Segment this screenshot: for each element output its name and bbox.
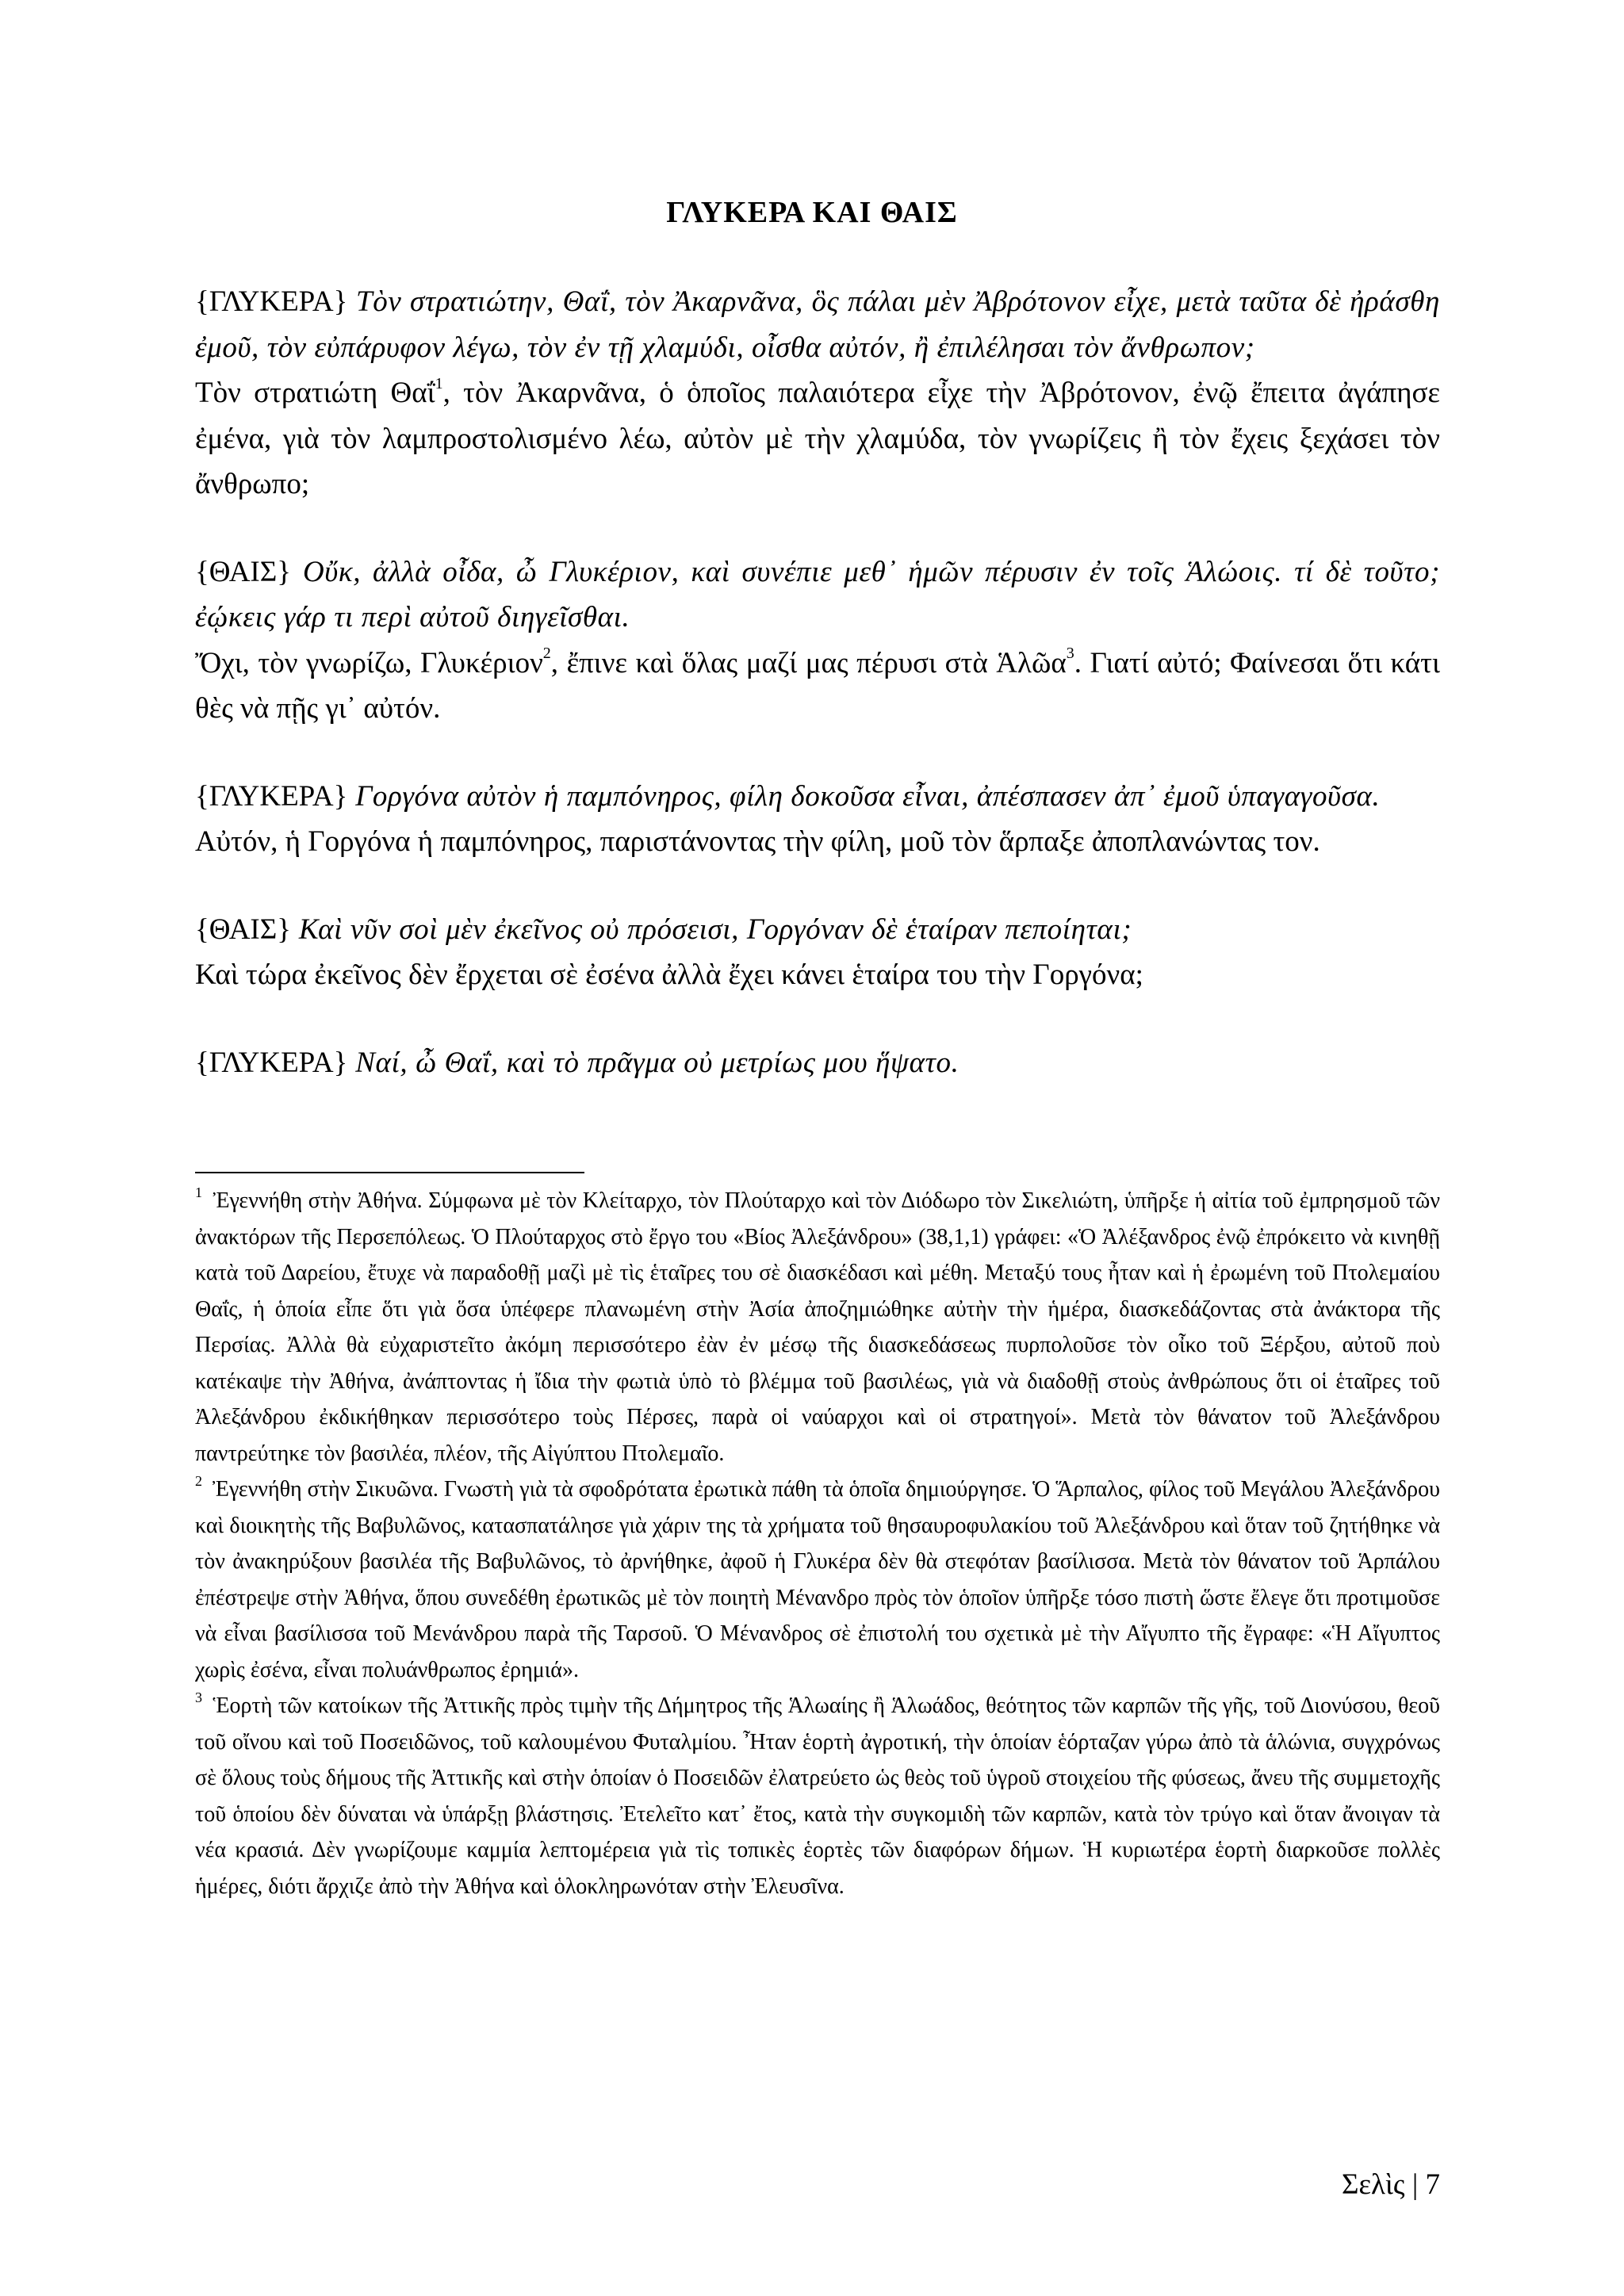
footnote-text: Ἐγεννήθη στὴν Σικυῶνα. Γνωστὴ γιὰ τὰ σφοδρότατα ἐρωτικὰ πάθη τὰ ὁποῖα δημιούργησε. Ὁ Ἅρπαλος, φίλος τοῦ Μεγάλου Ἀλεξάνδρου καὶ διοικητὴς τῆς Βαβυλῶνος, κατασπατάλησε γιὰ χάριν της τὰ χρήματα τοῦ θησαυροφυλακίου τοῦ Ἀλεξάνδρου καὶ ὅταν τοῦ ζητήθηκε νὰ τὸν ἀνακηρύξουν βασιλέα τῆς Βαβυλῶνος, τὸ ἀρνήθηκε, ἀφοῦ ἡ Γλυκέρα δὲν θὰ στεφόταν βασίλισσα. Μετὰ τὸν θάνατον τοῦ Ἁρπάλου ἐπέστρεψε στὴν Ἀθήνα, ὅπου συνεδέθη ἐρωτικῶς μὲ τὸν ποιητὴ Μένανδρο πρὸς τὸν ὁποῖον ὑπῆρξε τόσο πιστὴ ὥστε ἔλεγε ὅτι προτιμοῦσε νὰ εἶναι βασίλισσα τοῦ Μενάνδρου παρὰ τῆς Ταρσοῦ. Ὁ Μένανδρος σὲ ἐπιστολή του σχετικὰ μὲ τὴν Αἴγυπτο τῆς ἔγραφε: «Ἡ Αἴγυπτος χωρὶς ἐσένα, εἶναι πολυάνθρωπος ἐρημιά».: [195, 1477, 1440, 1682]
footnote-number: 3: [195, 1689, 202, 1705]
dialogue-block-1: [195, 279, 1440, 507]
footnote-ref[interactable]: 2: [542, 645, 551, 663]
ancient-greek-line: Ναί, ὦ Θαΐ, καὶ τὸ πρᾶγμα οὐ μετρίως μου ἥψατο.: [347, 1046, 959, 1079]
page-title: ΓΛΥΚΕΡΑ ΚΑΙ ΘΑΙΣ: [666, 196, 958, 229]
translation-text: [195, 641, 1440, 732]
speaker-label: {ΓΛΥΚΕΡΑ}: [195, 779, 348, 813]
ancient-greek-line: Γοργόνα αὐτὸν ἡ παμπόνηρος, φίλη δοκοῦσα εἶναι, ἀπέσπασεν ἀπ᾽ ἐμοῦ ὑπαγαγοῦσα.: [347, 779, 1381, 813]
footnote-text: Ἐγεννήθη στὴν Ἀθήνα. Σύμφωνα μὲ τὸν Κλείταρχο, τὸν Πλούταρχο καὶ τὸν Διόδωρο τὸν Σικελιώτη, ὑπῆρξε ἡ αἰτία τοῦ ἐμπρησμοῦ τῶν ἀνακτόρων τῆς Περσεπόλεως. Ὁ Πλούταρχος στὸ ἔργο του «Βίος Ἀλεξάνδρου» (38,1,1) γράφει: «Ὁ Ἀλέξανδρος ἐνῷ ἐπρόκειτο νὰ κινηθῇ κατὰ τοῦ Δαρείου, ἔτυχε νὰ παραδοθῇ μαζὶ μὲ τὶς ἑταῖρες του σὲ διασκέδασι καὶ μέθη. Μεταξύ τους ἦταν καὶ ἡ ἐρωμένη τοῦ Πτολεμαίου Θαΐς, ἡ ὁποία εἶπε ὅτι γιὰ ὅσα ὑπέφερε πλανωμένη στὴν Ἀσία ἀποζημιώθηκε αὐτὴν τὴν ἡμέρα, διασκεδάζοντας στὰ ἀνάκτορα τῆς Περσίας. Ἀλλὰ θὰ εὐχαριστεῖτο ἀκόμη περισσότερο ἐὰν ἐν μέσῳ τῆς διασκεδάσεως πυρπολοῦσε τὸν οἶκο τοῦ Ξέρξου, αὐτοῦ ποὺ κατέκαψε τὴν Ἀθήνα, ἀνάπτοντας ἡ ἴδια τὴν φωτιὰ ὑπὸ τὸ βλέμμα τοῦ βασιλέως, γιὰ νὰ διαδοθῇ στοὺς ἀνθρώπους ὅτι οἱ ἑταῖρες τοῦ Ἀλεξάνδρου ἐκδικήθηκαν περισσότερο τοὺς Πέρσες, παρὰ οἱ ναύαρχοι καὶ οἱ στρατηγοί». Μετὰ τὸν θάνατον τοῦ Ἀλεξάνδρου παντρεύτηκε τὸν βασιλέα, πλέον, τῆς Αἰγύπτου Πτολεμαῖο.: [195, 1188, 1440, 1466]
translation-text: Αὐτόν, ἡ Γοργόνα ἡ παμπόνηρος, παριστάνοντας τὴν φίλη, μοῦ τὸν ἅρπαξε ἀποπλανώντας τον.: [195, 825, 1320, 858]
original-text: [195, 549, 1440, 641]
dialogue-block-2: [195, 549, 1440, 732]
original-text: [195, 907, 1440, 953]
speaker-label: {ΓΛΥΚΕΡΑ}: [195, 1046, 348, 1079]
translation-segment: Τὸν στρατιώτη Θαΐ: [195, 377, 435, 409]
translation-segment: Ὄχι, τὸν γνωρίζω, Γλυκέριον: [195, 646, 543, 679]
dialogue-block-5: [195, 1040, 1440, 1086]
dialogue-block-3: [195, 774, 1440, 865]
ancient-greek-line: Οὔκ, ἀλλὰ οἶδα, ὦ Γλυκέριον, καὶ συνέπιε μεθ᾽ ἡμῶν πέρυσιν ἐν τοῖς Ἁλώοις. τί δὲ τοῦτο; ἐῴκεις γάρ τι περὶ αὐτοῦ διηγεῖσθαι.: [195, 555, 1440, 633]
translation-text: [195, 370, 1440, 507]
footnote-number: 2: [195, 1472, 202, 1489]
footnote-ref[interactable]: 3: [1066, 645, 1074, 663]
speaker-label: {ΘΑΙΣ}: [195, 555, 292, 588]
footnote-1: [195, 1183, 1440, 1471]
footnote-3: [195, 1688, 1440, 1904]
page-number: Σελὶς | 7: [1341, 2168, 1440, 2201]
footnote-separator: [195, 1172, 584, 1173]
dialogue-section: [195, 279, 1440, 1127]
footnote-2: [195, 1471, 1440, 1688]
original-text: [195, 279, 1440, 370]
footnote-number: 1: [195, 1184, 202, 1200]
speaker-label: {ΓΛΥΚΕΡΑ}: [195, 285, 348, 318]
footnote-text: Ἑορτὴ τῶν κατοίκων τῆς Ἀττικῆς πρὸς τιμὴν τῆς Δήμητρος τῆς Ἁλωαίης ἢ Ἁλωάδος, θεότητος τῶν καρπῶν τῆς γῆς, τοῦ Διονύσου, θεοῦ τοῦ οἴνου καὶ τοῦ Ποσειδῶνος, τοῦ καλουμένου Φυταλμίου. Ἦταν ἑορτὴ ἀγροτική, τὴν ὁποίαν ἑόρταζαν γύρω ἀπὸ τὰ ἁλώνια, συγχρόνως σὲ ὅλους τοὺς δήμους τῆς Ἀττικῆς καὶ στὴν ὁποίαν ὁ Ποσειδῶν ἐλατρεύετο ὡς θεὸς τοῦ ὑγροῦ στοιχείου τῆς φύσεως, ἄνευ τῆς συμμετοχῆς τοῦ ὁποίου δὲν δύναται νὰ ὑπάρξῃ βλάστησις. Ἐτελεῖτο κατ᾽ ἔτος, κατὰ τὴν συγκομιδὴ τῶν καρπῶν, κατὰ τὸν τρύγο καὶ ὅταν ἄνοιγαν τὰ νέα κρασιά. Δὲν γνωρίζουμε καμμία λεπτομέρεια γιὰ τὶς τοπικὲς ἑορτὲς τῶν διαφόρων δήμων. Ἡ κυριωτέρα ἑορτὴ διαρκοῦσε πολλὲς ἡμέρες, διότι ἄρχιζε ἀπὸ τὴν Ἀθήνα καὶ ὁλοκληρωνόταν στὴν Ἐλευσῖνα.: [195, 1693, 1440, 1899]
original-text: [195, 774, 1440, 820]
original-text: [195, 1040, 1440, 1086]
translation-segment: . Γιατί αὐτό; Φαίνεσαι ὅτι κάτι θὲς νὰ πῇς γι᾽ αὐτόν.: [195, 646, 1440, 725]
footnote-ref[interactable]: 1: [435, 374, 443, 392]
translation-text: Καὶ τώρα ἐκεῖνος δὲν ἔρχεται σὲ ἐσένα ἀλλὰ ἔχει κάνει ἑταίρα του τὴν Γοργόνα;: [195, 959, 1143, 991]
ancient-greek-line: Τὸν στρατιώτην, Θαΐ, τὸν Ἀκαρνᾶνα, ὃς πάλαι μὲν Ἀβρότονον εἶχε, μετὰ ταῦτα δὲ ἠράσθη ἐμοῦ, τὸν εὐπάρυφον λέγω, τὸν ἐν τῇ χλαμύδι, οἶσθα αὐτόν, ἢ ἐπιλέλησαι τὸν ἄνθρωπον;: [195, 285, 1440, 364]
speaker-label: {ΘΑΙΣ}: [195, 913, 292, 946]
translation-segment: , ἔπινε καὶ ὅλας μαζί μας πέρυσι στὰ Ἁλῶα: [550, 646, 1067, 679]
translation-segment: , τὸν Ἀκαρνᾶνα, ὁ ὁποῖος παλαιότερα εἶχε τὴν Ἀβρότονον, ἐνῷ ἔπειτα ἀγάπησε ἐμένα, γιὰ τὸν λαμπροστολισμένο λέω, αὐτὸν μὲ τὴν χλαμύδα, τὸν γνωρίζεις ἢ τὸν ἔχεις ξεχάσει τὸν ἄνθρωπο;: [195, 377, 1440, 500]
dialogue-block-4: [195, 907, 1440, 998]
footnotes-section: [195, 1183, 1440, 1904]
ancient-greek-line: Καὶ νῦν σοὶ μὲν ἐκεῖνος οὐ πρόσεισι, Γοργόναν δὲ ἑταίραν πεποίηται;: [291, 913, 1132, 946]
